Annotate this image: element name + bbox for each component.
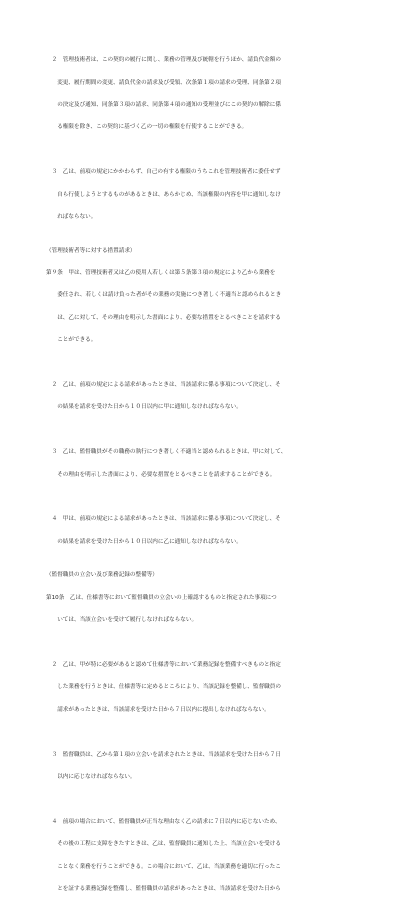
section-heading: （監督職員の立会い及び業務記録の整備等）: [46, 572, 158, 579]
clause-10-paragraph-1: [46, 582, 386, 638]
clause-9-paragraph-4: [46, 503, 386, 559]
spacer: [46, 358, 386, 369]
section-heading: （管理技術者等に対する措置請求）: [46, 247, 136, 254]
clause-9-paragraph-3: [46, 436, 386, 492]
text-line: ３ 乙は、前項の規定にかかわらず、自己の有する権限のうちこれを管理技術者に委任せず: [46, 169, 281, 176]
text-line: ことなく業務を行うことができる。この場合において、乙は、当該業務を適切に行ったこ: [46, 863, 281, 870]
clause-10-paragraph-2: [46, 649, 386, 727]
text-line: ことができる。: [46, 337, 97, 344]
clause-10-paragraph-3: [46, 738, 386, 794]
text-line: 請求があったときは、当該請求を受けた日から７日以内に提出しなければならない。: [46, 706, 270, 713]
spacer: [46, 145, 386, 156]
text-line: 委任され、若しくは請け負った者がその業務の実施につき著しく不適当と認められるとき: [46, 292, 282, 299]
text-line: ４ 前項の場合において、監督職員が正当な理由なく乙の請求に７日以内に応じないため、: [46, 818, 281, 825]
text-line: とを証する業務記録を整備し、監督職員の請求があったときは、当該請求を受けた日から: [46, 886, 281, 893]
text-line: した業務を行うときは、仕様書等に定めるところにより、当該記録を整備し、監督職員の: [46, 684, 281, 691]
text-line: の結果を請求を受けた日から１０日以内に甲に通知しなければならない。: [46, 404, 242, 411]
clause-8-paragraph-3: [46, 156, 386, 234]
text-line: いては、当該立会いを受けて履行しなければならない。: [46, 617, 198, 624]
spacer: [46, 794, 386, 805]
text-line: 第９条 甲は、管理技術者又は乙の使用人若しくは第５条第３項の規定により乙から業務を: [46, 270, 276, 277]
text-line: ２ 管理技術者は、この契約の履行に関し、業務の管理及び統轄を行うほか、請負代金額の: [46, 57, 281, 64]
text-line: その理由を明示した書面により、必要な措置をとるべきことを請求することができる。: [46, 471, 276, 478]
spacer: [46, 559, 386, 570]
clause-8-paragraph-2: [46, 44, 386, 145]
text-line: 自ら行使しようとするものがあるときは、あらかじめ、当該権限の内容を甲に通知しなけ: [46, 191, 281, 198]
text-line: ればならない。: [46, 214, 97, 221]
text-line: ３ 乙は、監督職員がその職務の執行につき著しく不適当と認められるときは、甲に対して、: [46, 449, 287, 456]
text-line: 変更、履行期間の変更、請負代金の請求及び受領、次条第１項の請求の受理、同条第２項: [46, 79, 281, 86]
text-line: る権限を除き、この契約に基づく乙の一切の権限を行使することができる。: [46, 124, 248, 131]
clause-9-paragraph-2: [46, 369, 386, 425]
clause-9-paragraph-1: [46, 257, 386, 358]
clause-10-paragraph-4: [46, 806, 386, 907]
spacer: [46, 492, 386, 503]
text-line: 以内に応じなければならない。: [46, 774, 136, 781]
text-line: の決定及び通知、同条第３項の請求、同条第４項の通知の受理並びにこの契約の解除に係: [46, 102, 281, 109]
text-line: 第10条 乙は、仕様書等において監督職員の立会いの上確認するものと指定された事項につ: [46, 594, 277, 601]
text-line: その後の工程に支障をきたすときは、乙は、監督職員に通知した上、当該立会いを受ける: [46, 841, 281, 848]
spacer: [46, 727, 386, 738]
text-line: ２ 乙は、前項の規定による請求があったときは、当該請求に係る事項について決定し、そ: [46, 382, 281, 389]
text-line: は、乙に対して、その理由を明示した書面により、必要な措置をとるべきことを請求する: [46, 314, 281, 321]
spacer: [46, 234, 386, 245]
text-line: ４ 甲は、前項の規定による請求があったときは、当該請求に係る事項について決定し、そ: [46, 516, 281, 523]
spacer: [46, 425, 386, 436]
spacer: [46, 638, 386, 649]
text-line: ２ 乙は、甲が特に必要があると認めて仕様書等において業務記録を整備すべきものと指定: [46, 662, 281, 669]
text-line: ３ 監督職員は、乙から第１項の立会いを請求されたときは、当該請求を受けた日から７日: [46, 751, 281, 758]
text-line: の結果を請求を受けた日から１０日以内に乙に通知しなければならない。: [46, 538, 242, 545]
